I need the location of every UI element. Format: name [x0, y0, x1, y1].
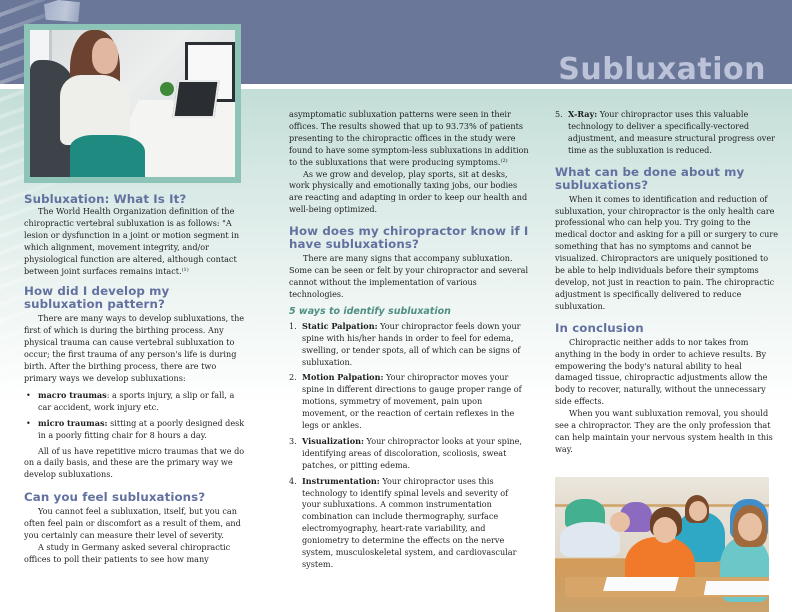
reference: (1) [181, 266, 189, 273]
trauma-list [24, 390, 248, 442]
heading-in-conclusion: In conclusion [555, 320, 644, 335]
photo-plant [160, 82, 174, 96]
list-item: • macro traumas: a sports injury, a slip or fall, a car accident, work injury etc. [26, 389, 235, 412]
page-title: Subluxation [558, 52, 766, 87]
photo-student-face [689, 501, 707, 521]
photo-laptop [172, 80, 219, 118]
paragraph: All of us have repetitive micro traumas that we do on a daily basis, and these are the primary way we develop subluxations. [24, 445, 245, 480]
photo-student-face [653, 517, 677, 543]
top-photo [30, 30, 235, 177]
ways-list-continued [555, 109, 779, 157]
paragraph: Chiropractic neither adds to nor takes from anything in the body in order to achieve results. By empowering the body's natural ability to heal damaged tissue, chiropractic adjustments allow the body to recover, naturally, without the unnecessary side effects. [555, 336, 768, 407]
top-photo-frame [24, 24, 241, 183]
heading-can-you-feel: Can you feel subluxations? [24, 490, 206, 505]
heading-how-develop: How did I develop my subluxation pattern? [24, 284, 170, 312]
paragraph: A study in Germany asked several chiropractic offices to poll their patients to see how many [24, 541, 231, 564]
photo-person-face [92, 38, 118, 74]
heading-how-know: How does my chiropractor know if I have subluxations? [289, 224, 529, 252]
list-item: • micro traumas: sitting at a poorly designed desk in a poorly fitting chair for 8 hours a day. [26, 417, 245, 440]
subheading-5-ways: 5 ways to identify subluxation [289, 305, 451, 317]
paragraph: When it comes to identification and reduction of subluxation, your chiropractor is the only health care professional who can help you. Try going to the medical doctor and asking for a pill or surgery to cure something that has no symptoms and cannot be visualized. Chiropractors are uniquely positioned to be able to help individuals before their symptoms develop, not just in reaction to pain. The chiropractic adjustment is specifically delivered to reduce subluxation. [555, 193, 779, 311]
bottom-photo [555, 477, 769, 612]
paragraph: There are many signs that accompany subluxation. Some can be seen or felt by your chiropractor and several cannot without the implementation of various technologies. [289, 253, 529, 299]
column-1 [24, 193, 248, 566]
decorative-shape [44, 0, 80, 22]
photo-student-face [738, 513, 762, 541]
column-3 [555, 109, 779, 456]
photo-person-skirt [70, 135, 145, 177]
list-item: 4. Instrumentation: Your chiropractor uses this technology to identify spinal levels and severity of your subluxations. A common instrumentation combination can include thermography, surface electromyography, heart-rate variability, and goniometry to determine the effects on the nerve system, musculoskeletal system, and cardiovascular system. [289, 475, 517, 569]
paragraph: When you want subluxation removal, you should see a chiropractor. They are the only profession that can help maintain your nervous system health in this way. [555, 408, 773, 454]
list-item: 2. Motion Palpation: Your chiropractor moves your spine in different directions to gauge proper range of motions, symmetry of movement, pain upon movement, or the reaction of certain reflexes in the legs or ankles. [289, 372, 522, 431]
bullet-icon: • [26, 389, 31, 400]
list-item: 5. X-Ray: Your chiropractor uses this valuable technology to deliver a specifically-vectored adjustment, and measure structural progress over time as the subluxation is reduced. [555, 109, 775, 155]
heading-what-can-be-done: What can be done about my subluxations? [555, 164, 745, 192]
photo-notebook [603, 577, 679, 591]
paragraph: There are many ways to develop subluxations, the first of which is during the birthing process. Any physical trauma can cause vertebral subluxation to occur; the first trauma of any person's life is during birth. After the birthing process, there are two primary ways we develop subluxations: [24, 313, 245, 383]
paragraph: As we grow and develop, play sports, sit at desks, work physically and emotionally taxing jobs, our bodies are reacting and adapting in order to keep our health and well-being optimized. [289, 168, 528, 215]
column-2 [289, 109, 529, 575]
bullet-icon: • [26, 417, 31, 428]
ways-list [289, 321, 529, 571]
photo-student-face [610, 512, 630, 532]
reference: (2) [500, 157, 508, 164]
photo-notebook [704, 581, 769, 595]
list-item: 1. Static Palpation: Your chiropractor feels down your spine with his/her hands in order to feel for edema, swelling, or tender spots, all of which can be signs of subluxation. [289, 320, 521, 367]
list-item: 3. Visualization: Your chiropractor looks at your spine, identifying areas of discoloration, scoliosis, sweat patches, or pitting edema. [289, 435, 522, 470]
paragraph: You cannot feel a subluxation, itself, but you can often feel pain or discomfort as a result of them, and you certainly can measure their level of severity. [24, 506, 241, 541]
paragraph: asymptomatic subluxation patterns were seen in their offices. The results showed that up to 93.73% of patients presenting to the chiropractic offices in the study were found to have some symptom-less subluxations in addition to the subluxations that were producing symptoms.$^{(2)}$ [289, 109, 529, 167]
heading-what-is-it: Subluxation: What Is It? [24, 192, 187, 206]
paragraph: The World Health Organization definition of the chiropractic vertebral subluxation is as follows: "A lesion or dysfunction in a joint or motion segment in which alignment, movement integrity, and/or physiological function are altered, although contact between joint surfaces remains intact.$^{(1)}$ [24, 206, 240, 276]
